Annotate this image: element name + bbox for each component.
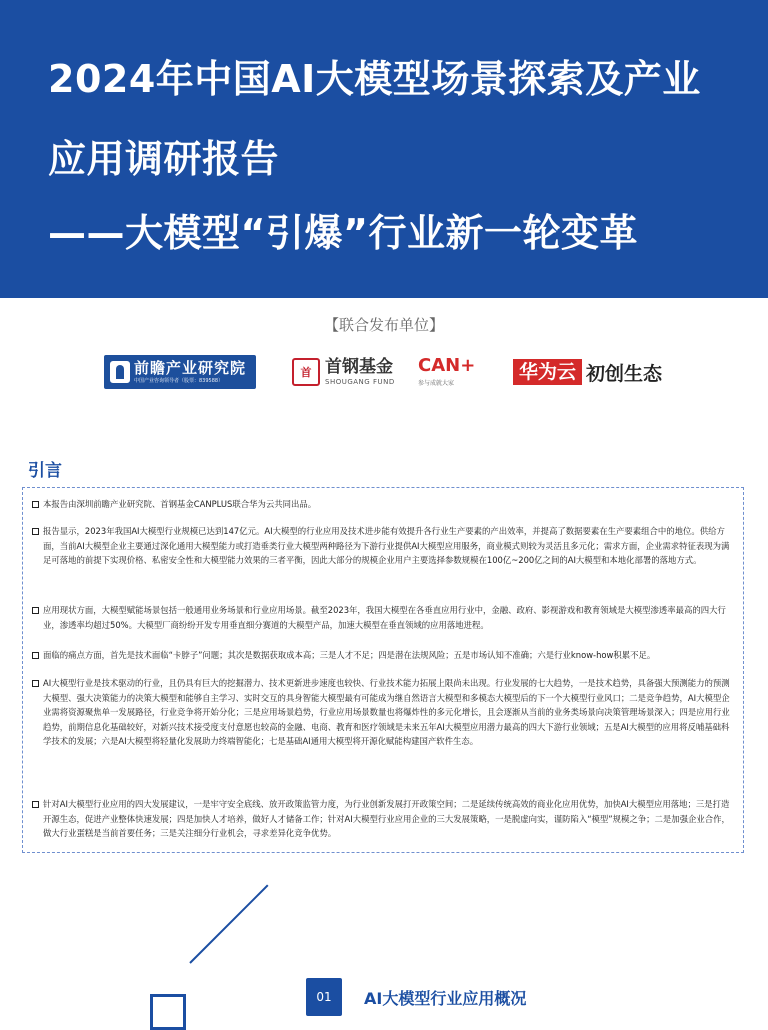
qianzhan-subtitle: 中国产业咨询领导者（股票：839588） (134, 377, 224, 384)
shougang-subtitle: SHOUGANG FUND (325, 377, 395, 386)
decorative-line (189, 885, 268, 964)
huawei-cloud-name: 华为云 (513, 359, 582, 386)
publishers-heading: 【联合发布单位】 (323, 316, 444, 334)
intro-heading: 引言 (28, 461, 62, 481)
section-title: AI大模型行业应用概况 (364, 989, 527, 1008)
shougang-fund-logo (292, 355, 395, 389)
shougang-seal-icon: 首 (292, 358, 320, 386)
intro-box (22, 487, 744, 853)
report-title-line-1: 2024年中国AI大模型场景探索及产业 (48, 57, 701, 101)
qianzhan-mark-icon (110, 361, 130, 383)
qianzhan-name: 前瞻产业研究院 (134, 358, 247, 377)
section-number: 01 (306, 978, 342, 1016)
intro-paragraph: 面临的痛点方面，首先是技术面临“卡脖子”问题；其次是数据获取成本高；三是人才不足；四是潜在法规风险；五是市场认知不准确；六是行业know-how积累不足。 (31, 648, 735, 663)
huawei-cloud-logo (513, 355, 662, 389)
canplus-logo (418, 355, 475, 389)
intro-paragraph: 报告显示，2023年我国AI大模型行业规模已达到147亿元。AI大模型的行业应用及技术进步能有效提升各行业生产要素的产出效率，并提高了数据要素在生产要素组合中的地位。供给方面，当前AI大模型企业主要通过深化通用大模型能力或打造垂类行业大模型两种路径为下游行业提供AI大模型应用服务，商业模式则较为灵活且多元化；需求方面，企业需求特征表现为满足可落地的前提下实现价格、私密安全性和大模型能力效果的三者平衡，因此大部分的规模企业用户主要选择参数规模在100亿~200亿之间的AI大模型和本地化部署的落地方式。 (31, 524, 735, 568)
decorative-box-icon (150, 994, 186, 1030)
canplus-subtitle: 参与成就大家 (418, 380, 455, 387)
qianzhan-logo (104, 355, 256, 389)
intro-paragraph: 应用现状方面，大模型赋能场景包括一般通用业务场景和行业应用场景。截至2023年，我国大模型在各垂直应用行业中，金融、政府、影视游戏和教育领域是大模型渗透率最高的四大行业，渗透率均超过50%。大模型厂商纷纷开发专用垂直细分赛道的大模型产品，加速大模型在垂直领域的应用落地进程。 (31, 603, 735, 632)
shougang-name: 首钢基金 (325, 356, 393, 377)
title-banner (0, 0, 768, 298)
intro-paragraph: 本报告由深圳前瞻产业研究院、首钢基金CANPLUS联合华为云共同出品。 (31, 497, 735, 512)
intro-paragraph: AI大模型行业是技术驱动的行业，且仍具有巨大的挖掘潜力、技术更新进步速度也较快、行业技术能力拓展上限尚未出现。行业发展的七大趋势，一是技术趋势，具备强大预测能力的预测大模型、强大决策能力的决策大模型和能够自主学习、实时交互的具身智能大模型最有可能成为继自然语言大模型和多模态大模型后的下一个大模型行业风口；二是竞争趋势，AI大模型企业需将资源聚焦单一发展路径，行业竞争将开始分化；三是应用场景趋势，行业应用场景数量也将爆炸性的多元化增长，且会逐渐从当前的业务类场景向决策管理场景深入；四是应用行业趋势，前期信息化基础较好，对新兴技术接受度支付意愿也较高的金融、电商、教育和医疗领域是未来五年AI大模型应用潜力最高的四大下游行业领域；五是AI大模型的应用将反哺基础科学技术的发展；六是AI大模型将轻量化发展助力终端智能化；七是基础AI通用大模型将开源化赋能构建国产软件生态。 (31, 676, 735, 749)
report-subtitle: ——大模型“引爆”行业新一轮变革 (48, 211, 638, 255)
huawei-startup-ecosystem: 初创生态 (586, 362, 663, 385)
report-title-line-2: 应用调研报告 (48, 137, 280, 181)
intro-paragraph: 针对AI大模型行业应用的四大发展建议，一是牢守安全底线、放开政策监管力度，为行业创新发展打开政策空间；二是延续传统高效的商业化应用优势，加快AI大模型应用落地；三是打造开源生态，促进产业整体快速发展；四是加快人才培养，做好人才储备工作；针对AI大模型行业应用企业的三大发展策略，一是脱虚向实，谨防陷入“模型”规模之争；二是加强企业合作，做大行业蛋糕是当前首要任务；三是关注细分行业机会，寻求差异化竞争优势。 (31, 797, 735, 841)
canplus-name: CAN+ (418, 355, 476, 376)
